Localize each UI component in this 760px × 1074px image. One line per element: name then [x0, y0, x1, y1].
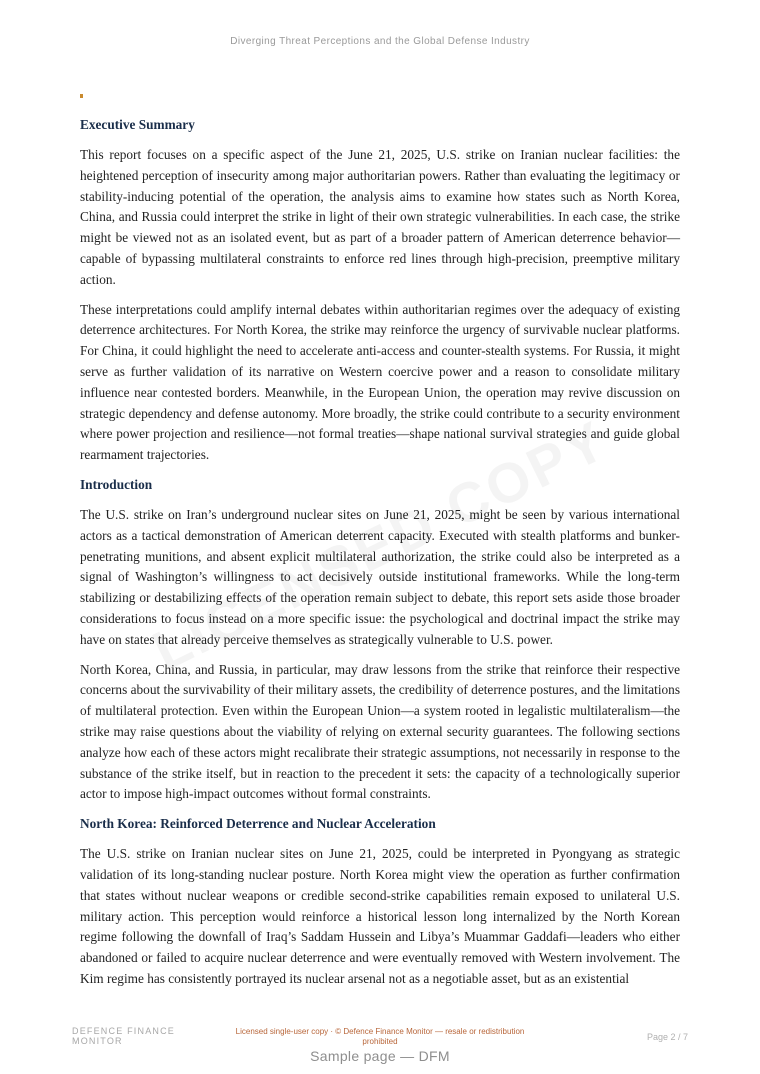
sample-page-label: Sample page — DFM — [310, 1048, 450, 1064]
publisher-line: MONITOR — [72, 1036, 123, 1046]
page-number: Page 2 / 7 — [646, 1032, 688, 1042]
running-header: Diverging Threat Perceptions and the Global Defense Industry — [230, 36, 530, 47]
paragraph: The U.S. strike on Iranian nuclear sites on June 21, 2025, could be interpreted in Pyongyang as strategic validation of its long-standing nuclear posture. North Korea might view the operation as further confirmation that states without nuclear weapons or credible second-strike capabilities remain exposed to unilateral U.S. military action. This perception would reinforce a historical lesson long internalized by the North Korean regime following the downfall of Iraq’s Saddam Hussein and Libya’s Muammar Gaddafi—leaders who either abandoned or failed to acquire nuclear deterrence and were eventually removed with Western involvement. The Kim regime has consistently portrayed its nuclear arsenal not as a negotiable asset, but as an existential — [80, 846, 680, 986]
paragraph: This report focuses on a specific aspect of the June 21, 2025, U.S. strike on Iranian nuclear facilities: the heightened perception of insecurity among major authoritarian powers. Rather than evaluating the legitimacy or stability-inducing potential of the operation, the analysis aims to examine how states such as North Korea, China, and Russia could interpret the strike in light of their own strategic vulnerabilities. In each case, the strike might be viewed not as an isolated event, but as part of a broader pattern of American deterrence behavior—capable of bypassing multilateral constraints to enforce red lines through high-precision, preemptive military action. — [80, 147, 680, 287]
paragraph: North Korea, China, and Russia, in particular, may draw lessons from the strike that reinforce their respective concerns about the survivability of their military assets, the credibility of deterrence postures, and the limitations of multilateral protection. Even within the European Union—a system rooted in legalistic multilateralism—the strike may raise questions about the viability of relying on external security guarantees. The following sections analyze how each of these actors might recalibrate their strategic assumptions, not necessarily in response to the substance of the strike itself, but in reaction to the precedent it sets: the capacity of a technologically superior actor to impose high-impact outcomes without formal constraints. — [80, 661, 680, 802]
document-body — [80, 115, 680, 999]
section-heading-introduction: Introduction — [80, 476, 153, 492]
section-heading-executive-summary: Executive Summary — [80, 117, 195, 132]
accent-marker — [80, 94, 83, 98]
paragraph: The U.S. strike on Iran’s underground nuclear sites on June 21, 2025, might be seen by various international actors as a tactical demonstration of American deterrent capacity. Executed with stealth platforms and bunker-penetrating munitions, and absent explicit multilateral authorization, the strike could also be interpreted as a signal of Washington’s willingness to act decisively outside institutional frameworks. While the long-term stabilizing or destabilizing effects of the operation remain subject to debate, this report sets aside those broader considerations to focus instead on a more specific issue: the psychological and doctrinal impact the strike may have on states that already perceive themselves as strategically vulnerable to U.S. power. — [80, 506, 680, 647]
paragraph: These interpretations could amplify internal debates within authoritarian regimes over the adequacy of existing deterrence architectures. For North Korea, the strike may reinforce the urgency of survivable nuclear platforms. For China, it could highlight the need to accelerate anti-access and counter-stealth systems. For Russia, it might serve as further validation of its narrative on Western coercive power and a reason to consolidate military influence near contested borders. Meanwhile, in the European Union, the operation may revive discussion on strategic dependency and defense autonomy. More broadly, the strike could contribute to a security environment where power projection and resilience—not formal treaties—shape national survival strategies and guide global rearmament trajectories. — [80, 301, 680, 463]
publisher-name — [72, 1026, 202, 1046]
section-heading-north-korea: North Korea: Reinforced Deterrence and Nuclear Acceleration — [80, 816, 436, 832]
publisher-line: DEFENCE FINANCE — [72, 1026, 176, 1036]
license-notice: Licensed single-user copy · © Defence Finance Monitor — resale or redistribution prohibited — [235, 1027, 525, 1046]
